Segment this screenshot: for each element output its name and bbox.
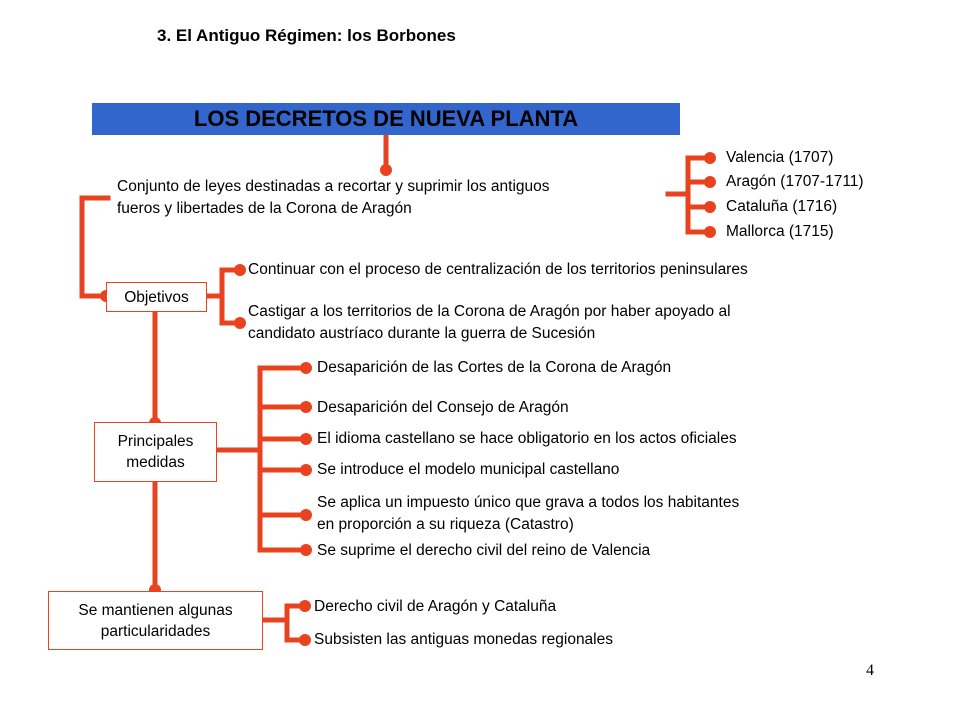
page-number: 4 bbox=[866, 662, 874, 679]
territories-bracket bbox=[688, 158, 710, 232]
objetivo-item: Continuar con el proceso de centralización de los territorios peninsulares bbox=[248, 261, 748, 278]
medida-item: Se suprime el derecho civil del reino de Valencia bbox=[317, 542, 651, 559]
territory-item: Mallorca (1715) bbox=[726, 223, 834, 240]
objetivos-box bbox=[106, 282, 207, 312]
medidas-label-line-2: medidas bbox=[126, 454, 185, 471]
particularidad-item: Derecho civil de Aragón y Cataluña bbox=[314, 598, 557, 615]
medida-dot bbox=[300, 433, 312, 445]
medidas-label-line-1: Principales bbox=[117, 433, 194, 450]
medida-item-line-2: en proporción a su riqueza (Catastro) bbox=[317, 516, 574, 533]
objetivo-dot bbox=[234, 264, 246, 276]
territory-item: Aragón (1707-1711) bbox=[726, 173, 864, 190]
particularidades-label-line-1: Se mantienen algunas bbox=[78, 601, 233, 619]
medida-dot bbox=[300, 544, 312, 556]
objetivo-item-line-1: Castigar a los territorios de la Corona de Aragón por haber apoyado al bbox=[248, 303, 731, 320]
objetivo-item-line-2: candidato austríaco durante la guerra de Sucesión bbox=[248, 325, 596, 342]
title-dot bbox=[380, 164, 392, 176]
territory-item: Valencia (1707) bbox=[726, 149, 834, 166]
particularidad-dot bbox=[299, 634, 311, 646]
medida-item: Desaparición del Consejo de Aragón bbox=[317, 399, 569, 416]
definition-line-2: fueros y libertades de la Corona de Aragón bbox=[117, 200, 412, 217]
medida-dot bbox=[300, 362, 312, 374]
definition-line-1: Conjunto de leyes destinadas a recortar y suprimir los antiguos bbox=[117, 178, 550, 195]
medida-item: El idioma castellano se hace obligatorio en los actos oficiales bbox=[317, 430, 737, 447]
medida-item: Se introduce el modelo municipal castellano bbox=[317, 461, 620, 478]
territory-item: Cataluña (1716) bbox=[726, 198, 838, 215]
particularidades-label-line-2: particularidades bbox=[100, 622, 211, 640]
medida-dot bbox=[300, 464, 312, 476]
medida-dot bbox=[300, 401, 312, 413]
territory-dot bbox=[704, 201, 716, 213]
particularidad-item: Subsisten las antiguas monedas regionales bbox=[314, 631, 613, 648]
territory-dot bbox=[704, 176, 716, 188]
territory-dot bbox=[704, 152, 716, 164]
slide-title: LOS DECRETOS DE NUEVA PLANTA bbox=[92, 103, 680, 135]
objetivos-label: Objetivos bbox=[124, 288, 189, 306]
particularidades-box bbox=[48, 591, 263, 650]
particularidad-dot bbox=[299, 600, 311, 612]
medidas-box bbox=[94, 422, 217, 482]
medida-item: Desaparición de las Cortes de la Corona de Aragón bbox=[317, 359, 672, 376]
slide-heading: 3. El Antiguo Régimen: los Borbones bbox=[157, 26, 456, 45]
objetivo-dot bbox=[234, 317, 246, 329]
medidas-bracket bbox=[260, 368, 306, 550]
territory-dot bbox=[704, 226, 716, 238]
medida-dot bbox=[300, 509, 312, 521]
medida-item-line-1: Se aplica un impuesto único que grava a todos los habitantes bbox=[317, 494, 740, 511]
definition-bracket bbox=[82, 198, 108, 296]
objetivos-bracket bbox=[222, 270, 240, 323]
